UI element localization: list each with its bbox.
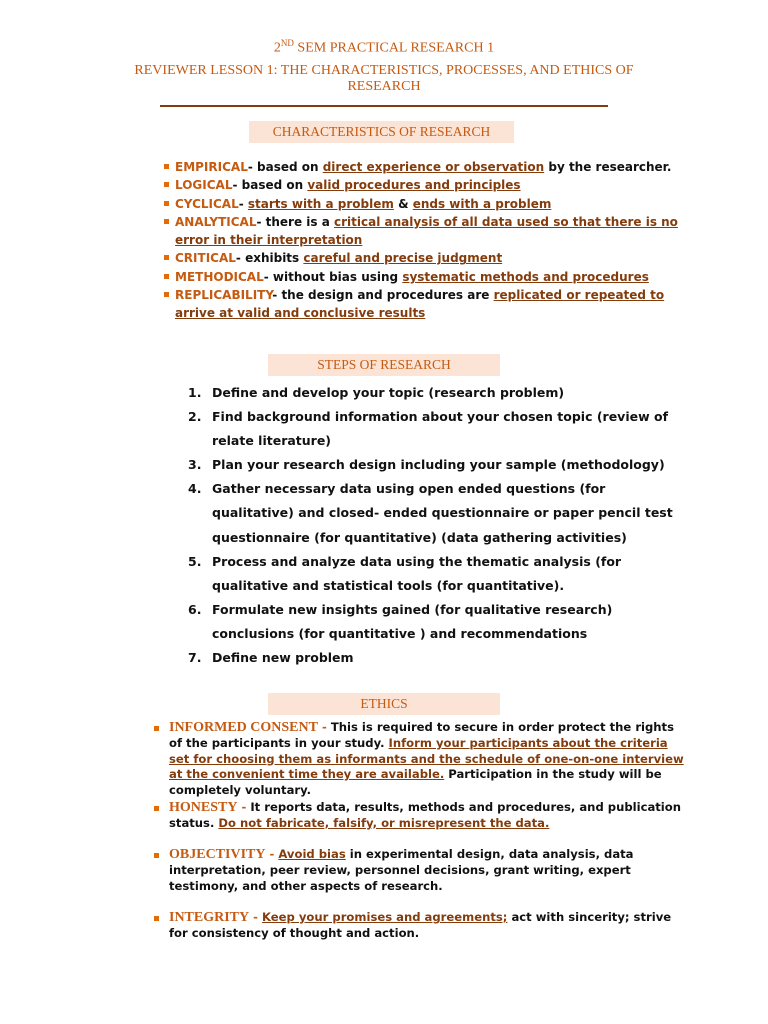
document-title (0, 38, 768, 57)
ethics-body (169, 847, 684, 894)
list-item (186, 477, 686, 549)
characteristic-term: CYCLICAL (175, 196, 239, 211)
ethics-body (169, 800, 684, 832)
step-number: 7. (188, 650, 202, 666)
characteristic-text: - (238, 196, 248, 211)
step-number: 4. (188, 481, 202, 497)
ethics-heading: ETHICS (268, 693, 500, 715)
document-subtitle (0, 63, 768, 95)
list-item (186, 405, 686, 453)
ethics-separator: - (249, 910, 263, 924)
ethics-text: It reports data, results, methods and procedures, and publication status. (169, 800, 682, 830)
square-bullet-icon (164, 164, 169, 169)
square-bullet-icon (154, 916, 159, 921)
characteristic-text: - without bias using (263, 269, 403, 284)
characteristic-text: - the design and procedures are (272, 288, 494, 303)
subtitle-line-1: REVIEWER LESSON 1: THE CHARACTERISTICS, PROCESSES, AND ETHICS OF (134, 63, 634, 78)
ethics-item-objectivity (154, 847, 684, 894)
ethics-highlight: Avoid bias (278, 847, 346, 861)
ethics-item-informed-consent (154, 720, 684, 799)
ethics-highlight: Keep your promises and agreements; (262, 910, 508, 924)
characteristic-highlight: valid procedures and principles (307, 178, 521, 193)
ethics-term: INFORMED CONSENT (169, 720, 318, 735)
characteristic-text: - based on (247, 160, 323, 174)
characteristic-text: - exhibits (235, 251, 304, 266)
square-bullet-icon (164, 274, 169, 279)
steps-heading: STEPS OF RESEARCH (268, 354, 500, 376)
square-bullet-icon (154, 726, 159, 731)
characteristic-term: ANALYTICAL (175, 214, 257, 229)
ethics-text: in experimental design, data analysis, data interpretation, peer review, personnel decisions, grant writing, expert testimony, and other aspects of research. (169, 847, 634, 893)
steps-list (186, 381, 686, 670)
step-number: 3. (188, 457, 202, 473)
ethics-term: OBJECTIVITY (169, 847, 266, 862)
step-text: Formulate new insights gained (for qualitative research) conclusions (for quantitative ) and recommendations (212, 601, 613, 641)
square-bullet-icon (154, 853, 159, 858)
list-item (164, 213, 684, 250)
list-item (164, 249, 684, 267)
step-number: 2. (188, 409, 202, 425)
step-text: Define new problem (212, 650, 354, 666)
ethics-body (169, 910, 684, 942)
square-bullet-icon (164, 201, 169, 206)
ethics-highlight: Inform your participants about the criteria set for choosing them as informants and the schedule of one-on-one interview at the convenient time they are available. (169, 735, 684, 782)
characteristic-text: by the researcher. (544, 160, 672, 174)
ethics-text: This is required to secure in order protect the rights of the participants in your study. (169, 720, 675, 750)
characteristic-term: LOGICAL (175, 178, 233, 193)
characteristic-highlight: critical analysis of all data used so that there is no error in their interpretation (175, 214, 678, 248)
characteristic-highlight: starts with a problem (247, 196, 394, 211)
square-bullet-icon (154, 806, 159, 811)
characteristic-highlight: systematic methods and procedures (402, 269, 649, 284)
ethics-separator: - (265, 847, 279, 861)
list-item (186, 598, 686, 646)
characteristic-text: - there is a (256, 214, 335, 229)
list-item (164, 158, 684, 176)
list-item (186, 550, 686, 598)
list-item (186, 453, 686, 477)
characteristic-text: & (393, 196, 413, 211)
step-number: 5. (188, 553, 202, 569)
list-item (164, 268, 684, 286)
square-bullet-icon (164, 292, 169, 297)
characteristics-list (164, 158, 684, 323)
step-text: Plan your research design including your sample (methodology) (212, 457, 665, 473)
title-rest: SEM PRACTICAL RESEARCH 1 (293, 40, 495, 56)
characteristic-highlight: careful and precise judgment (303, 251, 503, 266)
square-bullet-icon (164, 255, 169, 260)
characteristic-term: REPLICABILITY (175, 288, 273, 303)
step-text: Process and analyze data using the thematic analysis (for qualitative and statistical tools (for quantitative). (212, 553, 622, 593)
square-bullet-icon (164, 182, 169, 187)
step-text: Find background information about your chosen topic (review of relate literature) (212, 409, 669, 449)
list-item (164, 286, 684, 323)
step-text: Define and develop your topic (research problem) (212, 385, 565, 400)
ethics-highlight: Do not fabricate, falsify, or misrepresent the data. (218, 815, 550, 830)
characteristics-heading: CHARACTERISTICS OF RESEARCH (249, 121, 514, 143)
characteristic-term: CRITICAL (175, 251, 236, 266)
title-divider (160, 105, 608, 107)
title-superscript: ND (280, 38, 294, 48)
step-text: Gather necessary data using open ended questions (for qualitative) and closed- ended questionnaire or paper pencil test questionnaire (for quantitative) (data gathering activities) (212, 481, 673, 545)
characteristic-highlight: ends with a problem (412, 196, 552, 211)
characteristic-term: METHODICAL (175, 269, 264, 284)
list-item (164, 176, 684, 194)
square-bullet-icon (164, 219, 169, 224)
ethics-term: HONESTY (169, 800, 238, 815)
ethics-text: act with sincerity; strive for consistency of thought and action. (169, 910, 672, 940)
step-number: 1. (188, 385, 202, 400)
ethics-term: INTEGRITY (169, 910, 250, 925)
ethics-body (169, 720, 684, 799)
ethics-item-honesty (154, 800, 684, 832)
step-number: 6. (188, 601, 202, 617)
list-item (164, 195, 684, 213)
ethics-separator: - (237, 800, 251, 814)
characteristic-text: - based on (232, 178, 308, 193)
ethics-separator: - (317, 720, 331, 734)
list-item (186, 381, 686, 405)
characteristic-highlight: replicated or repeated to arrive at valid and conclusive results (175, 288, 665, 321)
characteristic-highlight: direct experience or observation (322, 160, 545, 174)
ethics-item-integrity (154, 910, 684, 942)
title-prefix: 2 (273, 40, 281, 56)
subtitle-line-2: RESEARCH (347, 79, 421, 94)
list-item (186, 646, 686, 670)
ethics-text: Participation in the study will be completely voluntary. (169, 767, 662, 798)
characteristic-term: EMPIRICAL (175, 160, 248, 174)
